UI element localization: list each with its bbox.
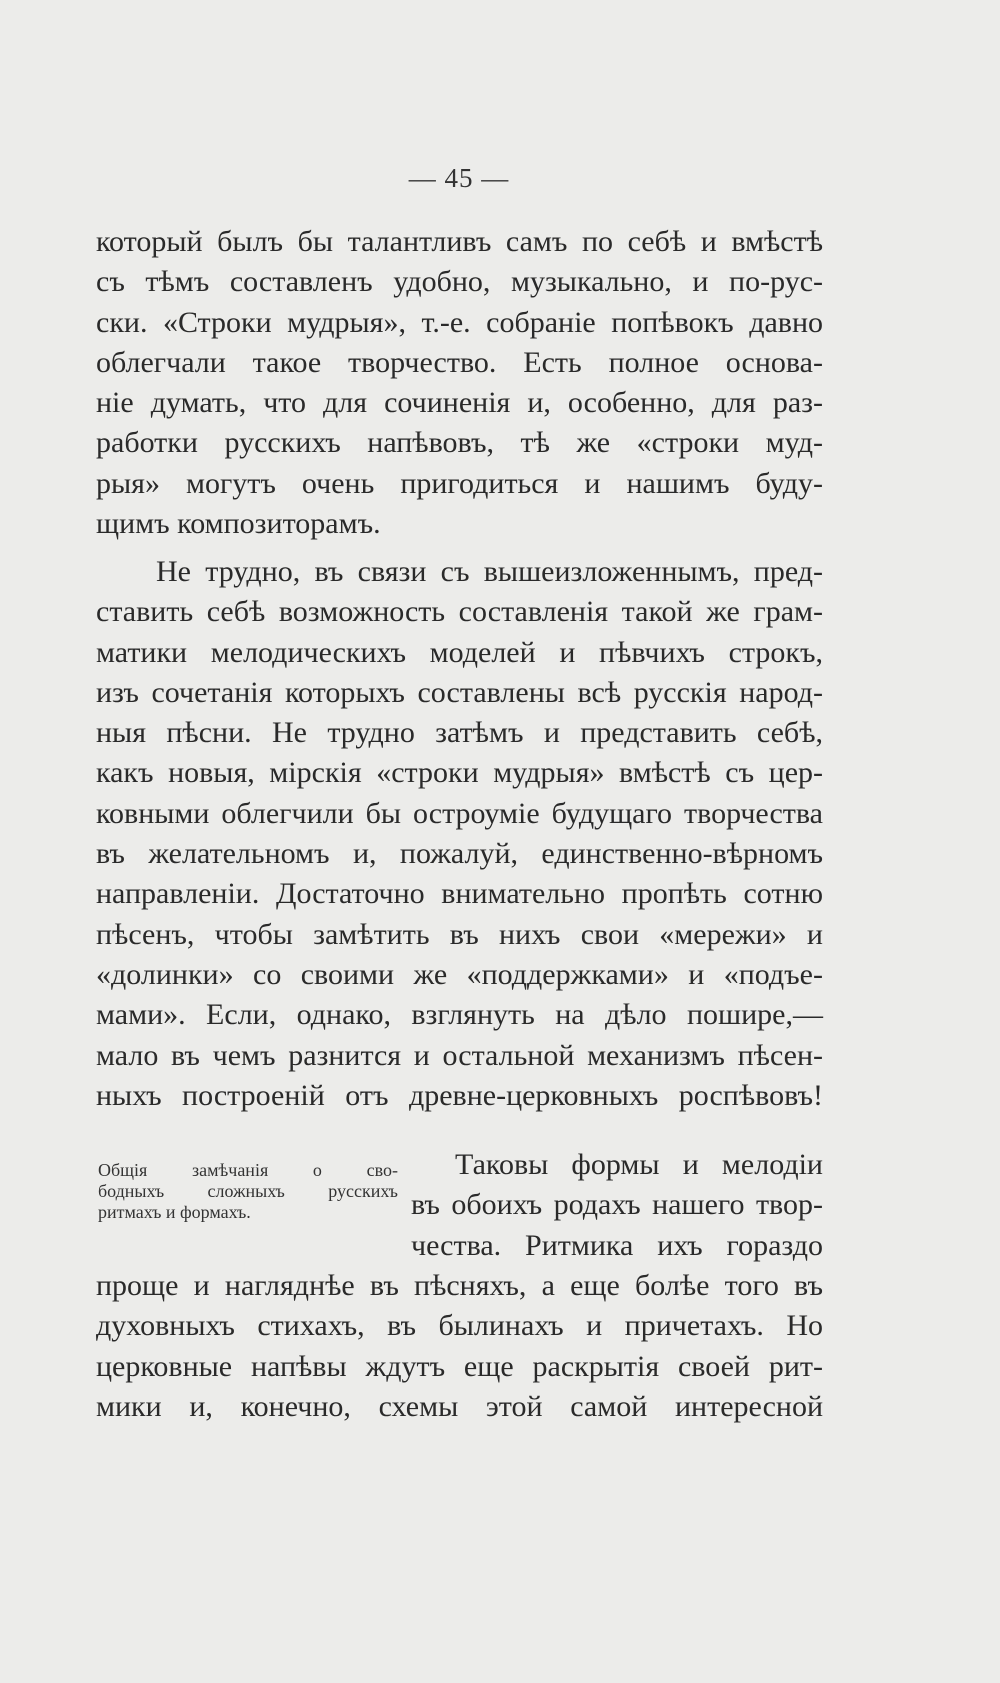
- text-line: работки русскихъ напѣвовъ, тѣ же «строки муд-: [96, 426, 823, 460]
- margin-note: [98, 1160, 398, 1223]
- text-line: ніе думать, что для сочиненія и, особенно, для раз-: [96, 386, 823, 420]
- text-line: мики и, конечно, схемы этой самой интересной: [96, 1389, 823, 1423]
- page-number: — 45 —: [408, 163, 510, 193]
- text-line: чества. Ритмика ихъ гораздо: [411, 1228, 823, 1262]
- text-line: Не трудно, въ связи съ вышеизложеннымъ, пред-: [156, 555, 823, 588]
- text-line: пѣсенъ, чтобы замѣтить въ нихъ свои «мережи» и: [96, 917, 823, 951]
- text-line: мало въ чемъ разнится и остальной механизмъ пѣсен-: [96, 1038, 823, 1072]
- text-line: «долинки» со своими же «поддержками» и «подъе-: [96, 957, 823, 991]
- text-line: щимъ композиторамъ.: [96, 507, 381, 541]
- paragraph-1: [96, 222, 823, 544]
- text-line: рыя» могутъ очень пригодиться и нашимъ буду-: [96, 466, 823, 500]
- text-line: ныя пѣсни. Не трудно затѣмъ и представить себѣ,: [96, 716, 823, 750]
- text-line: въ желательномъ и, пожалуй, единственно-вѣрномъ: [96, 837, 823, 871]
- text-line: мами». Если, однако, взглянуть на дѣло пошире,—: [96, 998, 823, 1032]
- text-line: изъ сочетанія которыхъ составлены всѣ русскія народ-: [96, 675, 823, 709]
- text-line: направленіи. Достаточно внимательно пропѣть сотню: [96, 877, 823, 911]
- margin-note-line: бодныхъ сложныхъ русскихъ: [98, 1181, 398, 1201]
- text-line: церковные напѣвы ждутъ еще раскрытія своей рит-: [96, 1349, 823, 1383]
- text-line: ковными облегчили бы остроуміе будущаго творчества: [96, 796, 823, 830]
- text-line: духовныхъ стихахъ, въ былинахъ и причетахъ. Но: [96, 1309, 823, 1343]
- text-line: съ тѣмъ составленъ удобно, музыкально, и по-рус-: [96, 265, 823, 299]
- text-line: ставить себѣ возможность составленія такой же грам-: [96, 595, 823, 629]
- text-line: ныхъ построеній отъ древне-церковныхъ роспѣвовъ!: [96, 1078, 823, 1112]
- margin-note-line: Общія замѣчанія о сво-: [98, 1160, 398, 1180]
- text-line: облегчали такое творчество. Есть полное основа-: [96, 345, 823, 379]
- margin-note-line: ритмахъ и формахъ.: [98, 1202, 251, 1222]
- paragraph-3: [96, 1266, 823, 1427]
- text-line: какъ новыя, мірскія «строки мудрыя» вмѣстѣ съ цер-: [96, 756, 823, 790]
- paragraph-2: [96, 552, 823, 1116]
- text-line: проще и нагляднѣе въ пѣсняхъ, а еще болѣе того въ: [96, 1269, 823, 1302]
- text-line: Таковы формы и мелодіи: [455, 1148, 823, 1181]
- text-line: который былъ бы талантливъ самъ по себѣ и вмѣстѣ: [96, 225, 823, 258]
- text-line: въ обоихъ родахъ нашего твор-: [411, 1188, 823, 1222]
- text-line: матики мелодическихъ моделей и пѣвчихъ строкъ,: [96, 635, 823, 669]
- text-line: ски. «Строки мудрыя», т.-е. собраніе попѣвокъ давно: [96, 305, 823, 339]
- paragraph-3-wrapped: [411, 1145, 823, 1266]
